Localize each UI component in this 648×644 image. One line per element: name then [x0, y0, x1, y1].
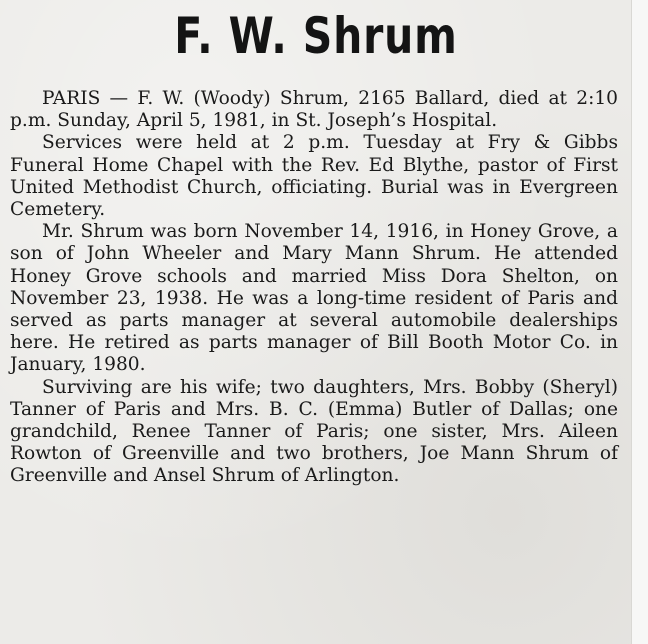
paragraph-survivors: Surviving are his wife; two daughters, Mrs. Bobby (Sheryl) Tanner of Paris and Mrs. B. C. (Emma) Butler of Dallas; one grandchild, Renee Tanner of Paris; one sister, Mrs. Aileen Rowton of Greenville and two brothers, Joe Mann Shrum of Greenville and Ansel Shrum of Arlington.	[10, 376, 618, 487]
scan-margin	[631, 0, 648, 644]
paragraph-services: Services were held at 2 p.m. Tuesday at Fry & Gibbs Funeral Home Chapel with the Rev. Ed Blythe, pastor of First United Methodist Church, officiating. Burial was in Evergreen Cemetery.	[10, 132, 618, 221]
obituary-body	[10, 88, 618, 488]
obituary-headline: F. W. Shrum	[174, 7, 458, 65]
paragraph-biography: Mr. Shrum was born November 14, 1916, in Honey Grove, a son of John Wheeler and Mary Mann Shrum. He attended Honey Grove schools and married Miss Dora Shelton, on November 23, 1938. He was a long-time resident of Paris and served as parts manager at several automobile dealerships here. He retired as parts manager of Bill Booth Motor Co. in January, 1980.	[10, 221, 618, 376]
paragraph-death-notice: PARIS — F. W. (Woody) Shrum, 2165 Ballard, died at 2:10 p.m. Sunday, April 5, 1981, in St. Joseph’s Hospital.	[10, 88, 618, 132]
